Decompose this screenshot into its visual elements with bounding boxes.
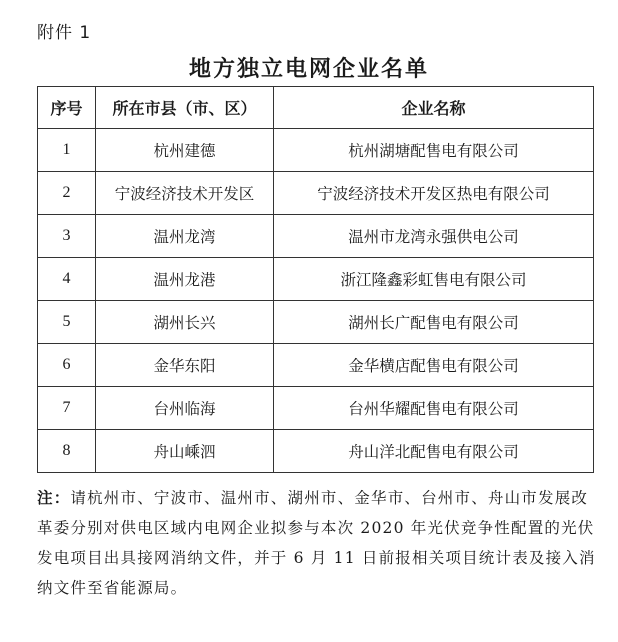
- row-company-name: 湖州长广配售电有限公司: [274, 301, 594, 344]
- company-roster-table: [37, 86, 594, 473]
- table-row: [38, 301, 594, 344]
- header-company-name: 企业名称: [274, 87, 594, 129]
- row-company-name: 舟山洋北配售电有限公司: [274, 430, 594, 473]
- table-row: [38, 387, 594, 430]
- row-location: 温州龙湾: [96, 215, 274, 258]
- table-row: [38, 430, 594, 473]
- row-company-name: 宁波经济技术开发区热电有限公司: [274, 172, 594, 215]
- row-serial-number: 6: [38, 344, 96, 387]
- footnote-label: 注：: [37, 489, 71, 507]
- row-location: 台州临海: [96, 387, 274, 430]
- attachment-label: 附件 1: [37, 23, 92, 43]
- header-location: 所在市县（市、区）: [96, 87, 274, 129]
- row-company-name: 杭州湖塘配售电有限公司: [274, 129, 594, 172]
- table-row: [38, 129, 594, 172]
- row-serial-number: 7: [38, 387, 96, 430]
- row-serial-number: 1: [38, 129, 96, 172]
- row-company-name: 浙江隆鑫彩虹售电有限公司: [274, 258, 594, 301]
- row-location: 湖州长兴: [96, 301, 274, 344]
- row-serial-number: 8: [38, 430, 96, 473]
- table-row: [38, 215, 594, 258]
- row-location: 舟山嵊泗: [96, 430, 274, 473]
- footnote-text: 请杭州市、宁波市、温州市、湖州市、金华市、台州市、舟山市发展改革委分别对供电区域内电网企业拟参与本次 2020 年光伏竞争性配置的光伏发电项目出具接网消纳文件，并于 6 月 11 日前报相关项目统计表及接入消纳文件至省能源局。: [37, 489, 596, 597]
- row-location: 温州龙港: [96, 258, 274, 301]
- table-header-row: [38, 87, 594, 129]
- header-serial-number: 序号: [38, 87, 96, 129]
- table-row: [38, 344, 594, 387]
- row-serial-number: 5: [38, 301, 96, 344]
- table-row: [38, 172, 594, 215]
- row-company-name: 金华横店配售电有限公司: [274, 344, 594, 387]
- row-location: 杭州建德: [96, 129, 274, 172]
- row-serial-number: 3: [38, 215, 96, 258]
- table-row: [38, 258, 594, 301]
- row-company-name: 台州华耀配售电有限公司: [274, 387, 594, 430]
- row-company-name: 温州市龙湾永强供电公司: [274, 215, 594, 258]
- row-serial-number: 2: [38, 172, 96, 215]
- row-location: 宁波经济技术开发区: [96, 172, 274, 215]
- row-location: 金华东阳: [96, 344, 274, 387]
- row-serial-number: 4: [38, 258, 96, 301]
- document-title: 地方独立电网企业名单: [188, 57, 429, 82]
- footnote: [37, 483, 597, 603]
